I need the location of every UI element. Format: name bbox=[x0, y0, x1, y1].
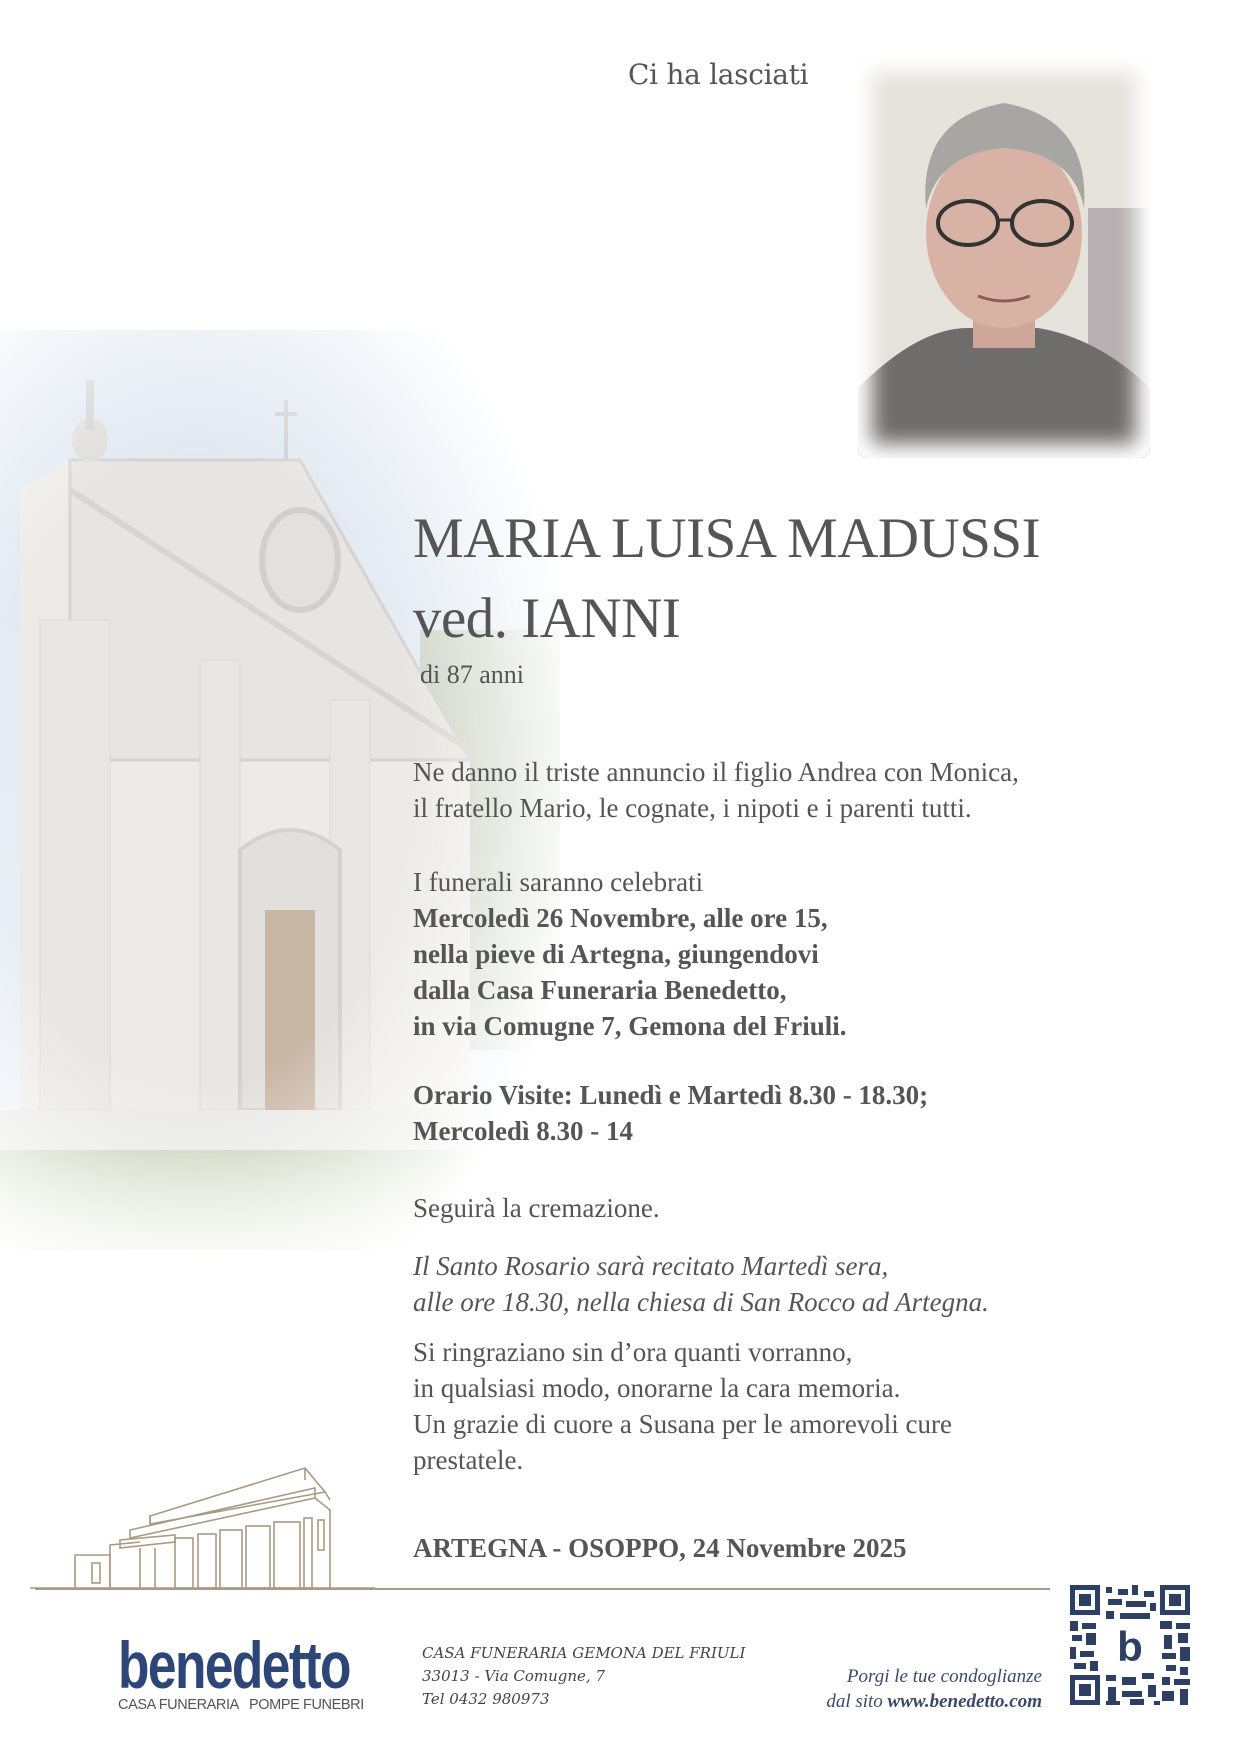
thanks-line: in qualsiasi modo, onorarne la cara memoria. bbox=[413, 1373, 901, 1403]
funeral-info bbox=[413, 864, 847, 1044]
funeral-detail-line: in via Comugne 7, Gemona del Friuli. bbox=[413, 1011, 847, 1041]
thanks-line: prestatele. bbox=[413, 1445, 524, 1475]
rosary-line: alle ore 18.30, nella chiesa di San Rocco ad Artegna. bbox=[413, 1287, 989, 1317]
visiting-hours-line: Orario Visite: Lunedì e Martedì 8.30 - 18.30; bbox=[413, 1080, 929, 1110]
funeral-detail-line: nella pieve di Artegna, giungendovi bbox=[413, 939, 819, 969]
funeral-intro: I funerali saranno celebrati bbox=[413, 867, 704, 897]
funeral-home-building-icon bbox=[30, 1460, 375, 1590]
announcement-line: Ne danno il triste annuncio il figlio Andrea con Monica, bbox=[413, 757, 1019, 787]
deceased-age: di 87 anni bbox=[420, 660, 524, 689]
deceased-widow-of: ved. IANNI bbox=[413, 587, 681, 650]
condolences-line: Porgi le tue condoglianze bbox=[846, 1666, 1042, 1687]
cremation-note: Seguirà la cremazione. bbox=[413, 1193, 660, 1223]
svg-text:b: b bbox=[1117, 1623, 1143, 1670]
funeral-home-address bbox=[422, 1642, 745, 1711]
thanks-line: Si ringraziano sin d’ora quanti vorranno, bbox=[413, 1337, 853, 1367]
condolences-prefix: dal sito bbox=[826, 1691, 888, 1712]
address-line: CASA FUNERARIA GEMONA DEL FRIULI bbox=[422, 1644, 746, 1662]
place-and-date: ARTEGNA - OSOPPO, 24 Novembre 2025 bbox=[413, 1533, 907, 1563]
rosary-line: Il Santo Rosario sarà recitato Martedì sera, bbox=[413, 1251, 889, 1281]
phone-line: Tel 0432 980973 bbox=[422, 1690, 550, 1708]
thanks-line: Un grazie di cuore a Susana per le amorevoli cure bbox=[413, 1409, 953, 1439]
logo-wordmark: benedetto bbox=[118, 1628, 350, 1702]
qr-code[interactable] bbox=[1070, 1585, 1190, 1705]
rosary-note bbox=[413, 1248, 989, 1320]
footer-divider bbox=[35, 1588, 1050, 1590]
deceased-portrait-photo bbox=[858, 58, 1150, 458]
visiting-hours-line: Mercoledì 8.30 - 14 bbox=[413, 1116, 633, 1146]
benedetto-logo bbox=[118, 1628, 364, 1713]
address-line: 33013 - Via Comugne, 7 bbox=[422, 1667, 606, 1685]
visiting-hours bbox=[413, 1077, 928, 1149]
thanks-note bbox=[413, 1334, 952, 1478]
header-label: Ci ha lasciati bbox=[628, 58, 809, 91]
condolences-note bbox=[802, 1664, 1042, 1714]
announcement-line: il fratello Mario, le cognate, i nipoti e i parenti tutti. bbox=[413, 793, 972, 823]
logo-subtitle: CASA FUNERARIA POMPE FUNEBRI bbox=[118, 1697, 364, 1713]
website-link[interactable]: www.benedetto.com bbox=[887, 1691, 1042, 1712]
deceased-name: MARIA LUISA MADUSSI bbox=[413, 507, 1041, 570]
funeral-detail-line: dalla Casa Funeraria Benedetto, bbox=[413, 975, 787, 1005]
announcement-text bbox=[413, 754, 1019, 826]
funeral-detail-line: Mercoledì 26 Novembre, alle ore 15, bbox=[413, 903, 828, 933]
